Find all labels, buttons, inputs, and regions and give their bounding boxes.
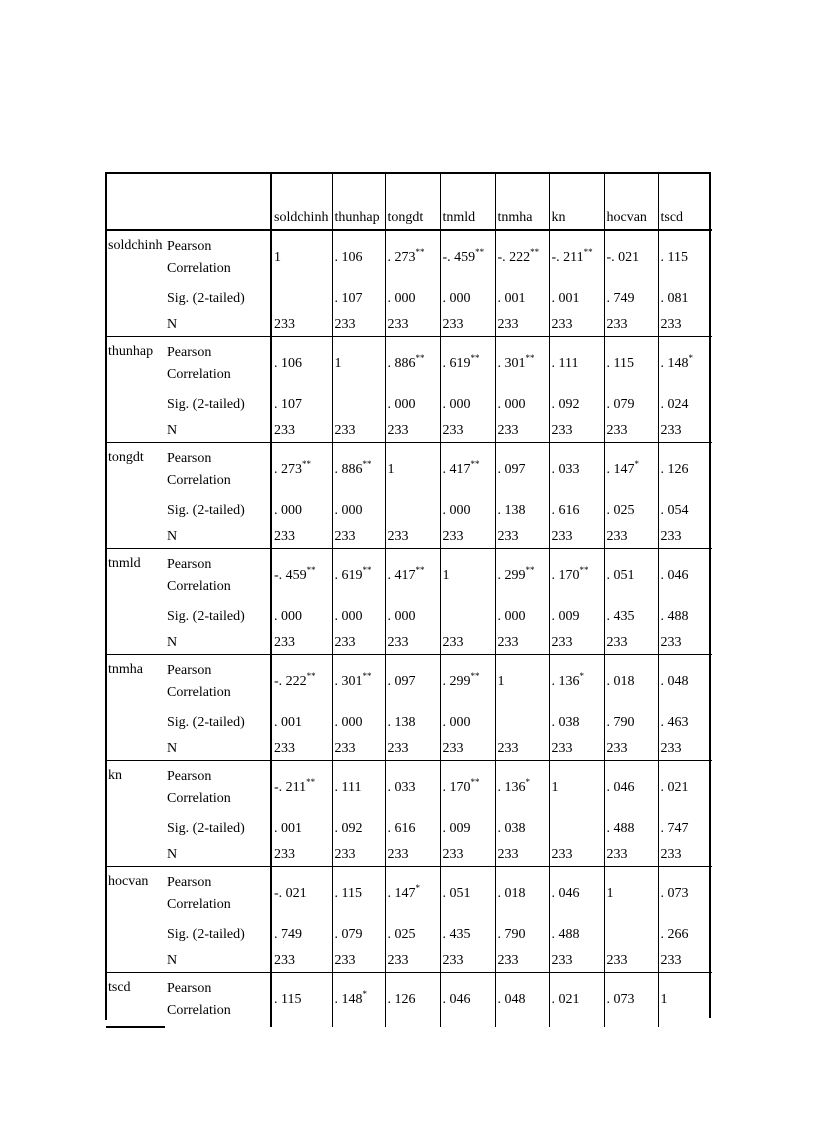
table-cell: . 111	[332, 761, 385, 815]
table-cell: . 051	[604, 549, 658, 603]
table-cell: . 435	[604, 602, 658, 632]
table-cell: . 886**	[385, 337, 440, 391]
significance-marker: **	[415, 564, 425, 575]
row-variable-label: kn	[108, 768, 122, 783]
table-cell: 1	[440, 549, 495, 603]
statistic-label: N	[165, 420, 271, 443]
table-cell: . 046	[604, 761, 658, 815]
table-cell: . 170**	[549, 549, 604, 603]
table-cell: 233	[332, 526, 385, 549]
table-cell: 233	[495, 526, 549, 549]
table-row	[106, 337, 712, 391]
table-cell: . 301**	[332, 655, 385, 709]
table-cell: . 790	[604, 708, 658, 738]
table-cell: . 616	[549, 496, 604, 526]
table-cell: . 749	[604, 284, 658, 314]
table-cell: 233	[332, 420, 385, 443]
table-cell: . 000	[385, 284, 440, 314]
statistic-label: Sig. (2-tailed)	[165, 920, 271, 950]
table-cell: 233	[658, 420, 712, 443]
table-cell: 233	[332, 844, 385, 867]
significance-marker: **	[579, 564, 589, 575]
statistic-label: Sig. (2-tailed)	[165, 602, 271, 632]
table-cell: . 107	[271, 390, 332, 420]
table-cell: . 051	[440, 867, 495, 921]
table-cell: 233	[495, 420, 549, 443]
table-row	[106, 602, 712, 632]
table-cell: 233	[271, 844, 332, 867]
column-header: thunhap	[332, 173, 385, 230]
table-cell: 233	[271, 420, 332, 443]
table-cell: . 038	[495, 814, 549, 844]
significance-marker: *	[362, 989, 367, 999]
table-cell: 233	[385, 632, 440, 655]
row-variable-label	[106, 844, 165, 867]
table-cell: 233	[332, 314, 385, 337]
table-cell: . 417**	[440, 443, 495, 497]
significance-marker: **	[415, 246, 425, 257]
table-cell: . 747	[660, 821, 689, 836]
significance-marker: **	[470, 670, 480, 681]
table-cell: 1	[549, 761, 604, 815]
row-variable-label	[106, 420, 165, 443]
table-cell: . 033	[385, 761, 440, 815]
significance-marker: **	[306, 564, 316, 575]
table-cell: . 488	[604, 814, 658, 844]
table-cell: . 009	[549, 602, 604, 632]
column-header: soldchinh	[271, 173, 332, 230]
row-variable-label	[106, 814, 165, 844]
table-cell: -. 459**	[440, 230, 495, 284]
table-cell: . 009	[440, 814, 495, 844]
table-row	[106, 314, 712, 337]
table-cell: . 886**	[332, 443, 385, 497]
statistic-label: N	[165, 844, 271, 867]
table-cell: . 000	[385, 602, 440, 632]
row-variable-label	[106, 314, 165, 337]
significance-marker: **	[306, 776, 316, 787]
table-cell: 233	[271, 950, 332, 973]
table-cell: . 021	[549, 973, 604, 1028]
table-cell: . 000	[495, 390, 549, 420]
row-variable-label: hocvan	[108, 874, 149, 889]
table-cell: -. 211**	[549, 230, 604, 284]
row-variable-label	[106, 708, 165, 738]
table-cell: . 054	[660, 503, 689, 518]
table-cell: . 299**	[440, 655, 495, 709]
row-variable-label	[106, 950, 165, 973]
table-row	[106, 443, 712, 497]
table-row	[106, 655, 712, 709]
table-cell: . 417**	[385, 549, 440, 603]
row-variable-label	[106, 496, 165, 526]
table-cell: . 299**	[495, 549, 549, 603]
table-cell: . 106	[271, 337, 332, 391]
table-cell: . 463	[660, 715, 689, 730]
significance-marker: *	[688, 352, 693, 363]
row-variable-label: tscd	[106, 973, 165, 1028]
table-cell	[385, 496, 440, 526]
table-cell: -. 222**	[495, 230, 549, 284]
row-variable-label	[106, 920, 165, 950]
table-cell: 233	[385, 844, 440, 867]
row-variable-label	[106, 284, 165, 314]
column-header: tnmld	[440, 173, 495, 230]
table-cell: 233	[385, 314, 440, 337]
table-cell: . 038	[549, 708, 604, 738]
table-cell: 233	[440, 314, 495, 337]
statistic-label: Pearson Correlation	[165, 973, 271, 1028]
table-cell: 233	[385, 420, 440, 443]
table-cell: -. 222**	[271, 655, 332, 709]
statistic-label: Pearson Correlation	[165, 337, 271, 391]
row-variable-label	[106, 526, 165, 549]
table-cell: . 273**	[271, 443, 332, 497]
table-cell: . 749	[271, 920, 332, 950]
significance-marker: **	[306, 670, 316, 681]
statistic-label: Pearson Correlation	[165, 655, 271, 709]
table-cell: . 092	[549, 390, 604, 420]
table-cell: 233	[658, 632, 712, 655]
statistic-label: Pearson Correlation	[165, 230, 271, 284]
significance-marker: **	[470, 352, 480, 363]
table-cell: . 170**	[440, 761, 495, 815]
table-cell: -. 211**	[271, 761, 332, 815]
significance-marker: *	[415, 882, 420, 893]
row-variable-label: tnmha	[108, 662, 143, 677]
table-cell: 233	[332, 950, 385, 973]
table-cell: 233	[385, 950, 440, 973]
table-row	[106, 496, 712, 526]
column-header: tongdt	[385, 173, 440, 230]
table-cell: 1	[660, 992, 668, 1007]
table-row	[106, 420, 712, 443]
table-cell: 233	[604, 314, 658, 337]
table-cell: 233	[271, 314, 332, 337]
table-cell: . 616	[385, 814, 440, 844]
significance-marker: *	[634, 458, 639, 469]
table-cell: . 435	[440, 920, 495, 950]
significance-marker: **	[415, 352, 425, 363]
significance-marker: **	[362, 564, 372, 575]
significance-marker: **	[530, 246, 540, 257]
table-row	[106, 549, 712, 603]
table-cell: 233	[495, 738, 549, 761]
table-row	[106, 738, 712, 761]
significance-marker: **	[475, 246, 485, 257]
table-cell: . 126	[660, 461, 689, 477]
table-cell	[332, 390, 385, 420]
table-cell: . 000	[271, 602, 332, 632]
header-blank	[106, 173, 271, 230]
table-cell: 233	[549, 632, 604, 655]
table-cell: . 126	[385, 973, 440, 1028]
table-cell: 233	[658, 738, 712, 761]
table-cell: . 000	[440, 390, 495, 420]
statistic-label: N	[165, 950, 271, 973]
table-cell: . 025	[385, 920, 440, 950]
table-cell: 1	[604, 867, 658, 921]
table-cell: 233	[385, 738, 440, 761]
table-cell: . 619**	[440, 337, 495, 391]
significance-marker: **	[525, 352, 535, 363]
table-row	[106, 526, 712, 549]
significance-marker: **	[525, 564, 535, 575]
table-cell: . 000	[332, 496, 385, 526]
table-cell	[549, 814, 604, 844]
table-cell: 233	[658, 526, 712, 549]
table-cell: . 148*	[660, 352, 693, 371]
table-cell: 233	[549, 526, 604, 549]
table-cell: . 048	[660, 673, 689, 689]
significance-marker: **	[362, 670, 372, 681]
table-row	[106, 284, 712, 314]
table-cell: . 018	[604, 655, 658, 709]
statistic-label: Sig. (2-tailed)	[165, 814, 271, 844]
table-cell: 233	[495, 844, 549, 867]
significance-marker: **	[470, 776, 480, 787]
table-cell: . 301**	[495, 337, 549, 391]
table-cell: 233	[604, 844, 658, 867]
table-cell: . 273**	[385, 230, 440, 284]
statistic-label: Pearson Correlation	[165, 549, 271, 603]
table-row	[106, 390, 712, 420]
table-cell: . 147*	[385, 867, 440, 921]
column-header: tnmha	[495, 173, 549, 230]
table-cell: 233	[440, 950, 495, 973]
significance-marker: *	[525, 776, 530, 787]
table-cell: . 046	[440, 973, 495, 1028]
statistic-label: N	[165, 526, 271, 549]
row-variable-label: soldchinh	[108, 238, 163, 253]
table-cell: . 081	[660, 291, 689, 306]
table-cell: . 111	[549, 337, 604, 391]
table-cell: . 138	[385, 708, 440, 738]
row-variable-label	[106, 738, 165, 761]
table-cell: . 097	[495, 443, 549, 497]
table-cell: . 136*	[549, 655, 604, 709]
table-cell: 233	[332, 738, 385, 761]
table-cell: 233	[440, 738, 495, 761]
table-cell: . 033	[549, 443, 604, 497]
table-cell: 233	[549, 844, 604, 867]
table-cell: 233	[604, 632, 658, 655]
significance-marker: **	[470, 458, 480, 469]
table-cell: 1	[495, 655, 549, 709]
table-cell: . 000	[440, 284, 495, 314]
table-cell: . 092	[332, 814, 385, 844]
table-cell	[271, 284, 332, 314]
statistic-label: Pearson Correlation	[165, 443, 271, 497]
table-cell: . 000	[332, 708, 385, 738]
table-cell: . 018	[495, 867, 549, 921]
table-cell	[495, 708, 549, 738]
table-cell: . 115	[271, 973, 332, 1028]
table-cell: 233	[440, 420, 495, 443]
significance-marker: **	[362, 458, 372, 469]
table-cell: . 097	[385, 655, 440, 709]
table-cell: . 073	[660, 885, 689, 901]
table-cell: 233	[549, 738, 604, 761]
table-cell: . 106	[332, 230, 385, 284]
header-row	[106, 173, 712, 230]
table-cell: . 115	[604, 337, 658, 391]
table-cell: 233	[658, 314, 712, 337]
table-cell: . 266	[660, 927, 689, 942]
table-cell: 233	[495, 314, 549, 337]
table-cell: -. 021	[271, 867, 332, 921]
table-cell: . 001	[271, 708, 332, 738]
table-cell: . 046	[549, 867, 604, 921]
table-row	[106, 761, 712, 815]
table-cell	[604, 920, 658, 950]
table-cell: 233	[495, 632, 549, 655]
statistic-label: Sig. (2-tailed)	[165, 390, 271, 420]
table-cell	[440, 602, 495, 632]
table-cell: 233	[332, 632, 385, 655]
table-cell: . 001	[549, 284, 604, 314]
statistic-label: Pearson Correlation	[165, 761, 271, 815]
table-row	[106, 814, 712, 844]
row-variable-label	[106, 632, 165, 655]
significance-marker: **	[302, 458, 311, 469]
table-cell: . 619**	[332, 549, 385, 603]
table-cell: 233	[549, 950, 604, 973]
table-cell: . 024	[660, 397, 689, 412]
significance-marker: *	[579, 670, 584, 681]
table-cell: 233	[549, 314, 604, 337]
table-cell: 233	[440, 632, 495, 655]
table-cell: 1	[332, 337, 385, 391]
table-row	[106, 867, 712, 921]
row-variable-label	[106, 602, 165, 632]
table-cell: . 073	[604, 973, 658, 1028]
table-cell: 233	[271, 526, 332, 549]
table-cell: 233	[658, 950, 712, 973]
correlation-table	[106, 173, 712, 1028]
table-cell: . 000	[495, 602, 549, 632]
row-variable-label: tongdt	[108, 450, 144, 465]
table-cell: . 021	[660, 779, 689, 795]
table-cell: . 107	[332, 284, 385, 314]
table-cell: 233	[604, 950, 658, 973]
table-cell: . 001	[271, 814, 332, 844]
table-cell: . 001	[495, 284, 549, 314]
table-cell: . 046	[660, 567, 689, 583]
table-cell: . 115	[660, 249, 688, 265]
statistic-label: Pearson Correlation	[165, 867, 271, 921]
row-variable-label	[106, 390, 165, 420]
significance-marker: **	[583, 246, 593, 257]
table-cell: . 790	[495, 920, 549, 950]
table-row	[106, 920, 712, 950]
table-row	[106, 973, 712, 1028]
table-row	[106, 230, 712, 284]
statistic-label: N	[165, 738, 271, 761]
table-cell: 233	[440, 844, 495, 867]
table-cell: -. 459**	[271, 549, 332, 603]
table-cell: -. 021	[604, 230, 658, 284]
table-cell: 1	[385, 443, 440, 497]
statistic-label: N	[165, 632, 271, 655]
row-variable-label: tnmld	[108, 556, 141, 571]
table-cell: 1	[271, 230, 332, 284]
table-cell: 233	[604, 738, 658, 761]
table-cell: 233	[440, 526, 495, 549]
table-row	[106, 632, 712, 655]
table-cell: . 488	[660, 609, 689, 624]
table-cell: 233	[495, 950, 549, 973]
table-cell: 233	[385, 526, 440, 549]
table-row	[106, 844, 712, 867]
column-header: tscd	[658, 173, 712, 230]
table-cell: 233	[271, 632, 332, 655]
table-cell: . 488	[549, 920, 604, 950]
table-cell: . 000	[440, 708, 495, 738]
table-cell: . 048	[495, 973, 549, 1028]
column-header: hocvan	[604, 173, 658, 230]
table-cell: . 136*	[495, 761, 549, 815]
table-cell: 233	[549, 420, 604, 443]
table-cell: . 115	[332, 867, 385, 921]
table-cell: . 000	[271, 496, 332, 526]
row-variable-label: thunhap	[108, 344, 154, 359]
table-cell: . 025	[604, 496, 658, 526]
table-cell: . 138	[495, 496, 549, 526]
table-cell: . 000	[332, 602, 385, 632]
statistic-label: Sig. (2-tailed)	[165, 496, 271, 526]
column-header: kn	[549, 173, 604, 230]
table-cell: . 000	[385, 390, 440, 420]
table-row	[106, 950, 712, 973]
table-row	[106, 708, 712, 738]
table-cell: . 148*	[332, 973, 385, 1028]
table-cell: . 079	[604, 390, 658, 420]
table-cell: 233	[604, 420, 658, 443]
statistic-label: Sig. (2-tailed)	[165, 708, 271, 738]
table-cell: 233	[658, 844, 712, 867]
table-cell: . 000	[440, 496, 495, 526]
statistic-label: Sig. (2-tailed)	[165, 284, 271, 314]
table-cell: 233	[271, 738, 332, 761]
table-cell: . 147*	[604, 443, 658, 497]
table-cell: 233	[604, 526, 658, 549]
table-cell: . 079	[332, 920, 385, 950]
statistic-label: N	[165, 314, 271, 337]
